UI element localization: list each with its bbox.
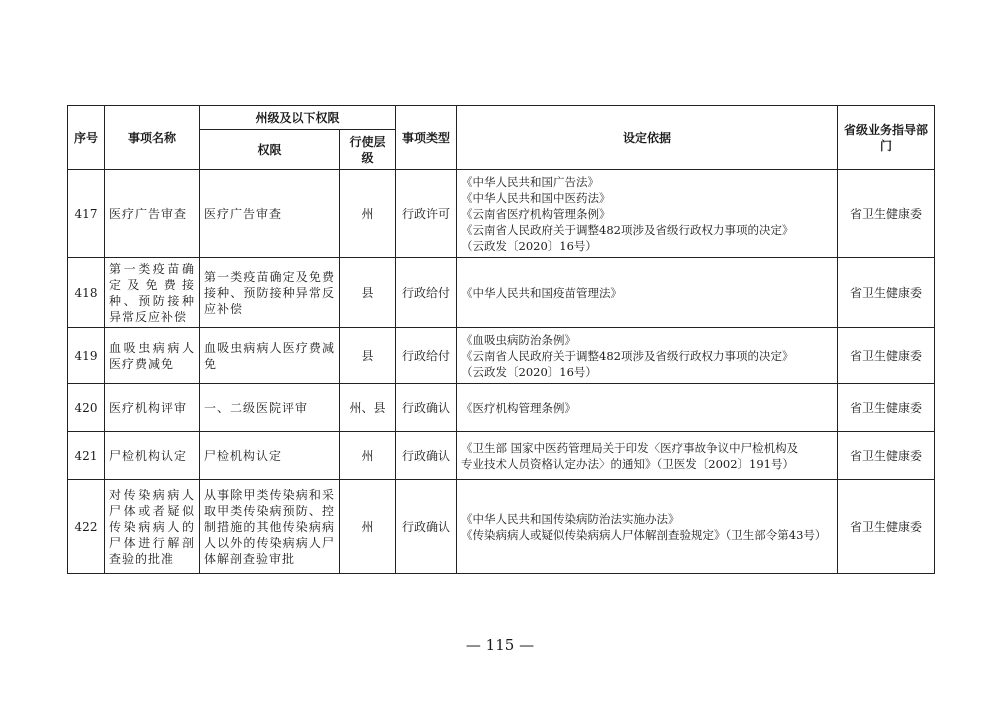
cell-seq: 421 bbox=[68, 432, 105, 480]
cell-basis bbox=[457, 432, 838, 480]
cell-level: 县 bbox=[340, 258, 396, 328]
items-table bbox=[67, 105, 935, 574]
cell-level: 州 bbox=[340, 480, 396, 574]
cell-authority: 从事除甲类传染病和采取甲类传染病预防、控制措施的其他传染病病人以外的传染病病人尸体解剖查验审批 bbox=[200, 480, 340, 574]
header-seq: 序号 bbox=[68, 106, 105, 170]
cell-authority: 第一类疫苗确定及免费接种、预防接种异常反应补偿 bbox=[200, 258, 340, 328]
cell-level: 州、县 bbox=[340, 384, 396, 432]
cell-dept: 省卫生健康委 bbox=[838, 480, 935, 574]
basis-line: 专业技术人员资格认定办法〉的通知》（卫医发〔2002〕191号） bbox=[461, 456, 794, 471]
cell-authority: 尸检机构认定 bbox=[200, 432, 340, 480]
cell-level: 州 bbox=[340, 170, 396, 258]
header-basis: 设定依据 bbox=[457, 106, 838, 170]
cell-authority: 一、二级医院评审 bbox=[200, 384, 340, 432]
cell-type: 行政许可 bbox=[396, 170, 457, 258]
cell-dept: 省卫生健康委 bbox=[838, 170, 935, 258]
cell-basis bbox=[457, 480, 838, 574]
cell-type: 行政确认 bbox=[396, 480, 457, 574]
cell-dept: 省卫生健康委 bbox=[838, 258, 935, 328]
header-level: 行使层级 bbox=[340, 130, 396, 170]
cell-seq: 420 bbox=[68, 384, 105, 432]
basis-line: 《血吸虫病防治条例》 bbox=[461, 332, 577, 347]
cell-name: 血吸虫病病人医疗费减免 bbox=[105, 328, 200, 384]
table-row bbox=[68, 384, 935, 432]
header-dept: 省级业务指导部门 bbox=[838, 106, 935, 170]
table-row bbox=[68, 170, 935, 258]
cell-level: 县 bbox=[340, 328, 396, 384]
basis-line: 《传染病病人或疑似传染病病人尸体解剖查验规定》（卫生部令第43号） bbox=[461, 527, 827, 542]
table-row bbox=[68, 432, 935, 480]
basis-line: 《云南省医疗机构管理条例》 bbox=[461, 206, 611, 221]
cell-seq: 422 bbox=[68, 480, 105, 574]
cell-name: 对传染病病人尸体或者疑似传染病病人的尸体进行解剖查验的批准 bbox=[105, 480, 200, 574]
table-row bbox=[68, 328, 935, 384]
cell-type: 行政确认 bbox=[396, 384, 457, 432]
cell-name: 医疗机构评审 bbox=[105, 384, 200, 432]
cell-dept: 省卫生健康委 bbox=[838, 432, 935, 480]
header-group: 州级及以下权限 bbox=[200, 106, 396, 130]
cell-authority: 医疗广告审查 bbox=[200, 170, 340, 258]
basis-line: （云政发〔2020〕16号） bbox=[461, 238, 597, 253]
basis-line: 《云南省人民政府关于调整482项涉及省级行政权力事项的决定》 bbox=[461, 222, 794, 237]
basis-line: 《中华人民共和国广告法》 bbox=[461, 174, 600, 189]
basis-line: 《医疗机构管理条例》 bbox=[461, 400, 577, 415]
cell-seq: 417 bbox=[68, 170, 105, 258]
cell-seq: 418 bbox=[68, 258, 105, 328]
cell-basis bbox=[457, 170, 838, 258]
basis-line: 《云南省人民政府关于调整482项涉及省级行政权力事项的决定》 bbox=[461, 348, 794, 363]
table-row bbox=[68, 480, 935, 574]
cell-dept: 省卫生健康委 bbox=[838, 328, 935, 384]
header-authority: 权限 bbox=[200, 130, 340, 170]
cell-basis bbox=[457, 384, 838, 432]
header-name: 事项名称 bbox=[105, 106, 200, 170]
cell-name: 第一类疫苗确定及免费接种、预防接种异常反应补偿 bbox=[105, 258, 200, 328]
cell-level: 州 bbox=[340, 432, 396, 480]
cell-authority: 血吸虫病病人医疗费减免 bbox=[200, 328, 340, 384]
cell-type: 行政给付 bbox=[396, 328, 457, 384]
cell-seq: 419 bbox=[68, 328, 105, 384]
header-type: 事项类型 bbox=[396, 106, 457, 170]
basis-line: 《中华人民共和国疫苗管理法》 bbox=[461, 285, 623, 300]
cell-type: 行政给付 bbox=[396, 258, 457, 328]
page-number: — 115 — bbox=[465, 636, 535, 654]
table-row bbox=[68, 258, 935, 328]
basis-line: 《卫生部 国家中医药管理局关于印发〈医疗事故争议中尸检机构及 bbox=[461, 440, 799, 455]
basis-line: （云政发〔2020〕16号） bbox=[461, 364, 597, 379]
basis-line: 《中华人民共和国传染病防治法实施办法》 bbox=[461, 511, 680, 526]
cell-name: 医疗广告审查 bbox=[105, 170, 200, 258]
cell-basis bbox=[457, 258, 838, 328]
cell-type: 行政确认 bbox=[396, 432, 457, 480]
cell-basis bbox=[457, 328, 838, 384]
cell-name: 尸检机构认定 bbox=[105, 432, 200, 480]
basis-line: 《中华人民共和国中医药法》 bbox=[461, 190, 611, 205]
cell-dept: 省卫生健康委 bbox=[838, 384, 935, 432]
